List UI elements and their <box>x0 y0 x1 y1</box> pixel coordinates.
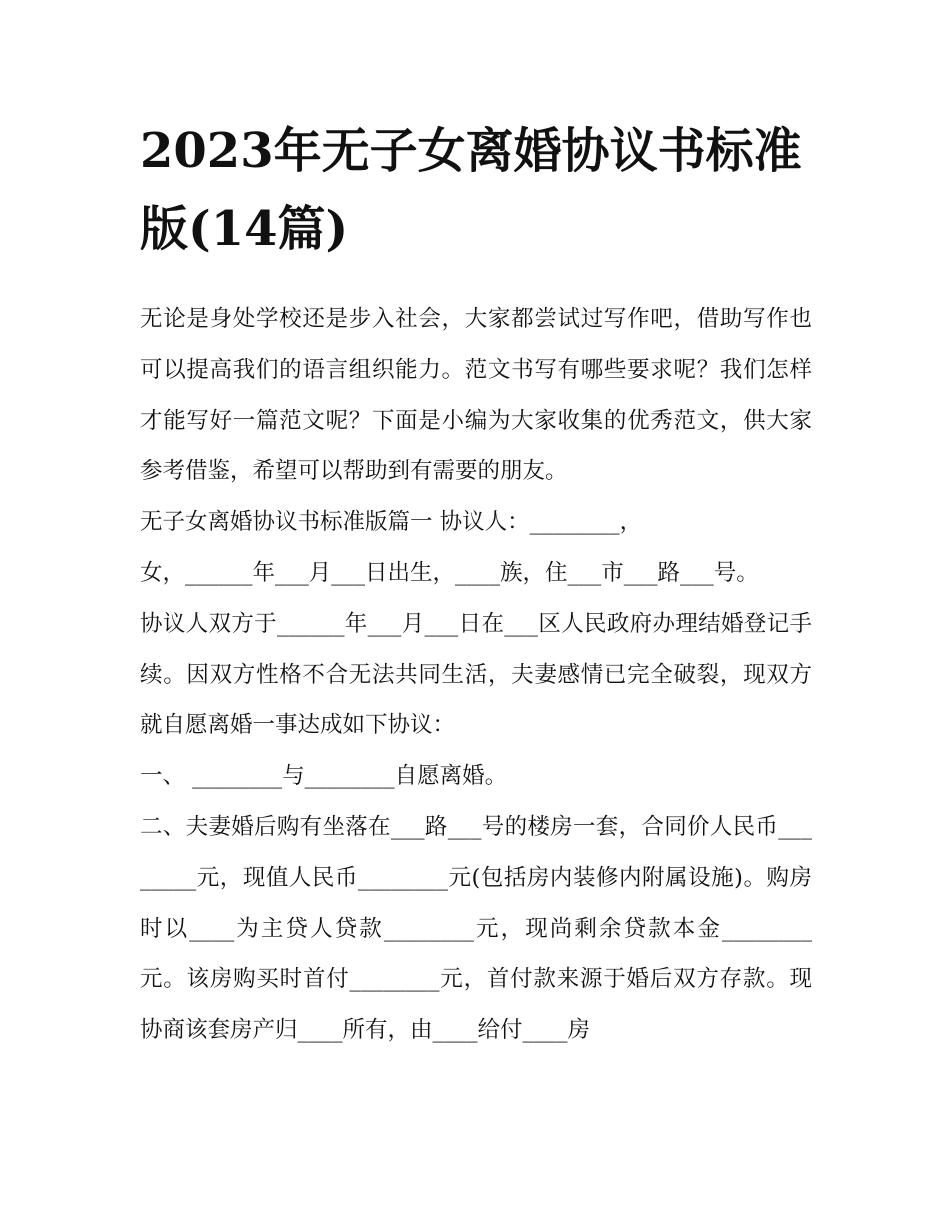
document-title: 2023年无子女离婚协议书标准版(14篇) <box>140 123 802 257</box>
paragraph-clause-one: 一、 ________与________自愿离婚。 <box>140 763 508 790</box>
paragraph-party-info: 女，______年___月___日出生，____族，住___市___路___号。 <box>140 559 759 586</box>
paragraph-clause-two: 二、夫妻婚后购有坐落在___路___号的楼房一套，合同价人民币________元，现值人民币________元(包括房内装修内附属设施)。购房时以____为主贷人贷款________元，现尚剩余贷款本金________元。该房购买时首付________元，首付款来源于婚后双方存款。现协商该套房产归____所有，由____给付____房 <box>140 813 812 1044</box>
document-body <box>140 294 812 1056</box>
paragraph-marriage-registration: 协议人双方于______年___月___日在___区人民政府办理结婚登记手续。因双方性格不合无法共同生活，夫妻感情已完全破裂，现双方就自愿离婚一事达成如下协议： <box>140 610 812 739</box>
document-page <box>140 112 812 1056</box>
paragraph-agreement-heading: 无子女离婚协议书标准版篇一 协议人：________， <box>140 509 643 536</box>
paragraph-intro: 无论是身处学校还是步入社会，大家都尝试过写作吧，借助写作也可以提高我们的语言组织能力。范文书写有哪些要求呢？我们怎样才能写好一篇范文呢？下面是小编为大家收集的优秀范文，供大家参考借鉴，希望可以帮助到有需要的朋友。 <box>140 306 812 485</box>
